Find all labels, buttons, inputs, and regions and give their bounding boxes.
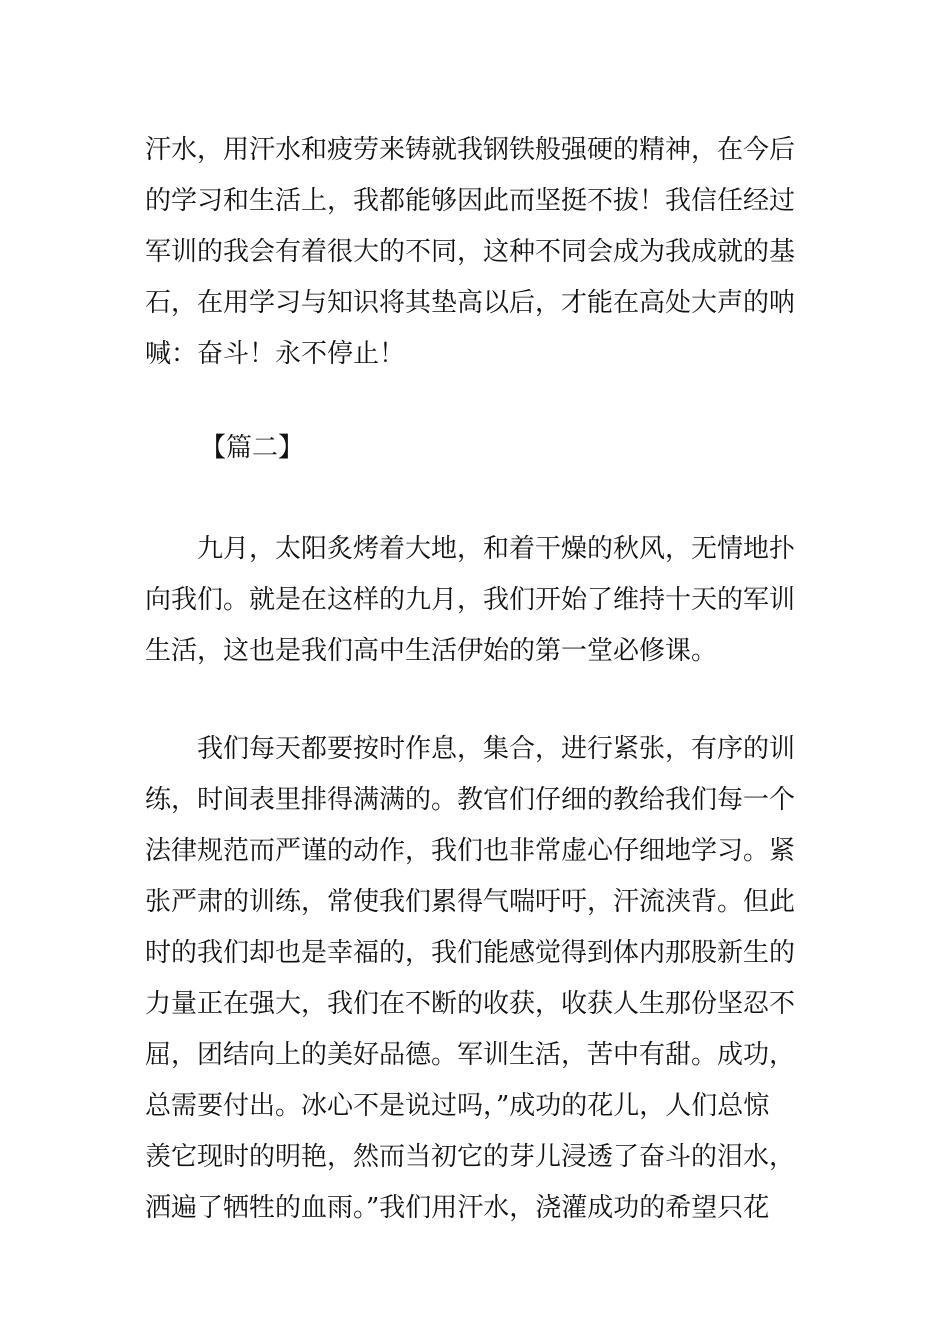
paragraph-2: [145, 524, 825, 677]
paragraph-line: 张严肃的训练，常使我们累得气喘吁吁，汗流浃背。但此: [145, 887, 796, 917]
paragraph-line: 练，时间表里排得满满的。教官们仔细的教给我们每一个: [145, 785, 796, 815]
paragraph-line: 总需要付出。冰心不是说过吗，”成功的花儿，人们总惊: [145, 1091, 770, 1121]
paragraph-line: 屈，团结向上的美好品德。军训生活，苦中有甜。成功，: [145, 1040, 796, 1070]
paragraph-line: 石，在用学习与知识将其垫高以后，才能在高处大声的呐: [145, 288, 796, 318]
paragraph-line: 九月，太阳炙烤着大地，和着干燥的秋风，无情地扑: [145, 534, 796, 564]
paragraph-line: 法律规范而严谨的动作，我们也非常虚心仔细地学习。紧: [145, 836, 796, 866]
paragraph-line: 我们每天都要按时作息，集合，进行紧张，有序的训: [145, 734, 796, 764]
paragraph-line: 军训的我会有着很大的不同，这种不同会成为我成就的基: [145, 237, 796, 267]
paragraph-1: [145, 125, 825, 380]
paragraph-line: 洒遍了牺牲的血雨。”我们用汗水，浇灌成功的希望只花: [145, 1193, 770, 1223]
paragraph-line: 的学习和生活上，我都能够因此而坚挺不拔！我信任经过: [145, 186, 796, 216]
paragraph-line: 汗水，用汗水和疲劳来铸就我钢铁般强硬的精神，在今后: [145, 135, 796, 165]
paragraph-line: 生活，这也是我们高中生活伊始的第一堂必修课。: [145, 636, 718, 666]
paragraph-line: 力量正在强大，我们在不断的收获，收获人生那份坚忍不: [145, 989, 796, 1019]
paragraph-line: 羡它现时的明艳，然而当初它的芽儿浸透了奋斗的泪水，: [145, 1142, 796, 1172]
paragraph-line: 向我们。就是在这样的九月，我们开始了维持十天的军训: [145, 585, 796, 615]
section-heading: 【篇二】: [200, 433, 305, 463]
paragraph-line: 喊：奋斗！永不停止！: [145, 339, 406, 369]
paragraph-line: 时的我们却也是幸福的，我们能感觉得到体内那股新生的: [145, 938, 796, 968]
paragraph-3: [145, 724, 825, 1234]
